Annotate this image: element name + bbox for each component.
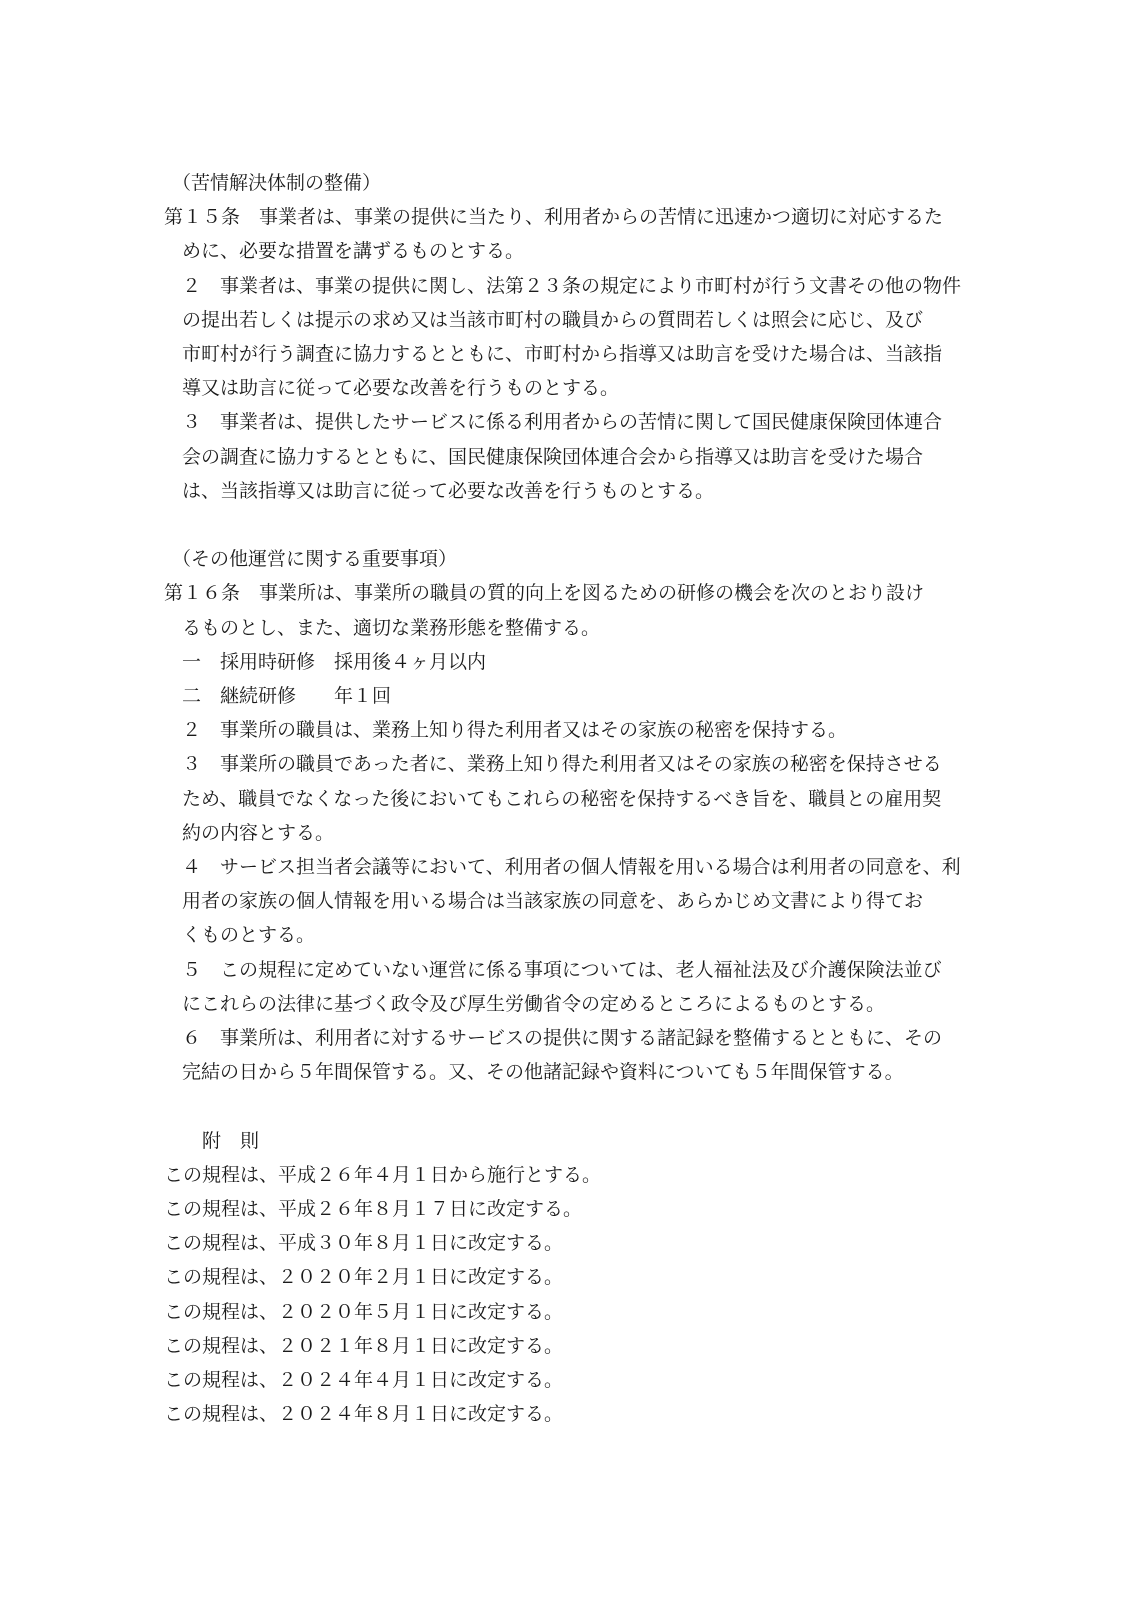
section-16-heading: （その他運営に関する重要事項）	[172, 548, 458, 571]
article-15-paragraph-3: ３ 事業者は、提供したサービスに係る利用者からの苦情に関して国民健康保険団体連合	[182, 411, 943, 434]
article-15-line: の提出若しくは提示の求め又は当該市町村の職員からの質問若しくは照会に応じ、及び	[182, 308, 924, 331]
article-16-line: ため、職員でなくなった後においてもこれらの秘密を保持するべき旨を、職員との雇用契	[182, 787, 942, 810]
supplementary-heading: 附 則	[202, 1129, 260, 1152]
revision-entry: この規程は、２０２０年５月１日に改定する。	[164, 1300, 564, 1323]
article-16-line: るものとし、また、適切な業務形態を整備する。	[182, 616, 601, 639]
article-15-line: 導又は助言に従って必要な改善を行うものとする。	[182, 377, 620, 400]
article-16-line: 第１６条 事業所は、事業所の職員の質的向上を図るための研修の機会を次のとおり設け	[164, 582, 925, 605]
revision-entry: この規程は、平成２６年４月１日から施行とする。	[164, 1163, 602, 1186]
article-16-line: 完結の日から５年間保管する。又、その他諸記録や資料についても５年間保管する。	[182, 1061, 904, 1084]
revision-entry: この規程は、２０２１年８月１日に改定する。	[164, 1334, 564, 1357]
article-16-paragraph-5: ５ この規程に定めていない運営に係る事項については、老人福祉法及び介護保険法並び	[182, 958, 942, 981]
training-item-1: 一 採用時研修 採用後４ヶ月以内	[182, 650, 487, 673]
article-16-paragraph-2: ２ 事業所の職員は、業務上知り得た利用者又はその家族の秘密を保持する。	[182, 719, 848, 742]
revision-entry: この規程は、平成３０年８月１日に改定する。	[164, 1232, 564, 1255]
article-16-line: 用者の家族の個人情報を用いる場合は当該家族の同意を、あらかじめ文書により得てお	[182, 890, 924, 913]
article-15-line: めに、必要な措置を講ずるものとする。	[182, 240, 525, 263]
article-16-paragraph-6: ６ 事業所は、利用者に対するサービスの提供に関する諸記録を整備するとともに、その	[182, 1027, 943, 1050]
revision-entry: この規程は、２０２４年８月１日に改定する。	[164, 1403, 564, 1426]
section-15-heading: （苦情解決体制の整備）	[172, 172, 382, 194]
article-15-line: 第１５条 事業者は、事業の提供に当たり、利用者からの苦情に迅速かつ適切に対応するた	[164, 206, 944, 229]
article-15-line: 市町村が行う調査に協力するとともに、市町村から指導又は助言を受けた場合は、当該指	[182, 343, 943, 366]
article-16-line: 約の内容とする。	[182, 821, 335, 844]
training-item-2: 二 継続研修 年１回	[182, 685, 392, 708]
article-16-line: くものとする。	[182, 924, 316, 947]
article-15-line: 会の調査に協力するとともに、国民健康保険団体連合会から指導又は助言を受けた場合	[182, 445, 924, 468]
spacer	[164, 1089, 964, 1123]
article-16-paragraph-3: ３ 事業所の職員であった者に、業務上知り得た利用者又はその家族の秘密を保持させる	[182, 753, 942, 776]
revision-entry: この規程は、平成２６年８月１７日に改定する。	[164, 1198, 583, 1221]
article-16-line: にこれらの法律に基づく政令及び厚生労働省令の定めるところによるものとする。	[182, 992, 886, 1015]
article-15-paragraph-2: ２ 事業者は、事業の提供に関し、法第２３条の規定により市町村が行う文書その他の物件	[182, 274, 962, 297]
revision-entry: この規程は、２０２４年４月１日に改定する。	[164, 1369, 564, 1392]
revision-entry: この規程は、２０２０年２月１日に改定する。	[164, 1266, 564, 1289]
article-16-paragraph-4: ４ サービス担当者会議等において、利用者の個人情報を用いる場合は利用者の同意を、利	[182, 856, 961, 879]
document-page	[164, 166, 964, 1431]
article-15-line: は、当該指導又は助言に従って必要な改善を行うものとする。	[182, 479, 715, 502]
spacer	[164, 508, 964, 542]
